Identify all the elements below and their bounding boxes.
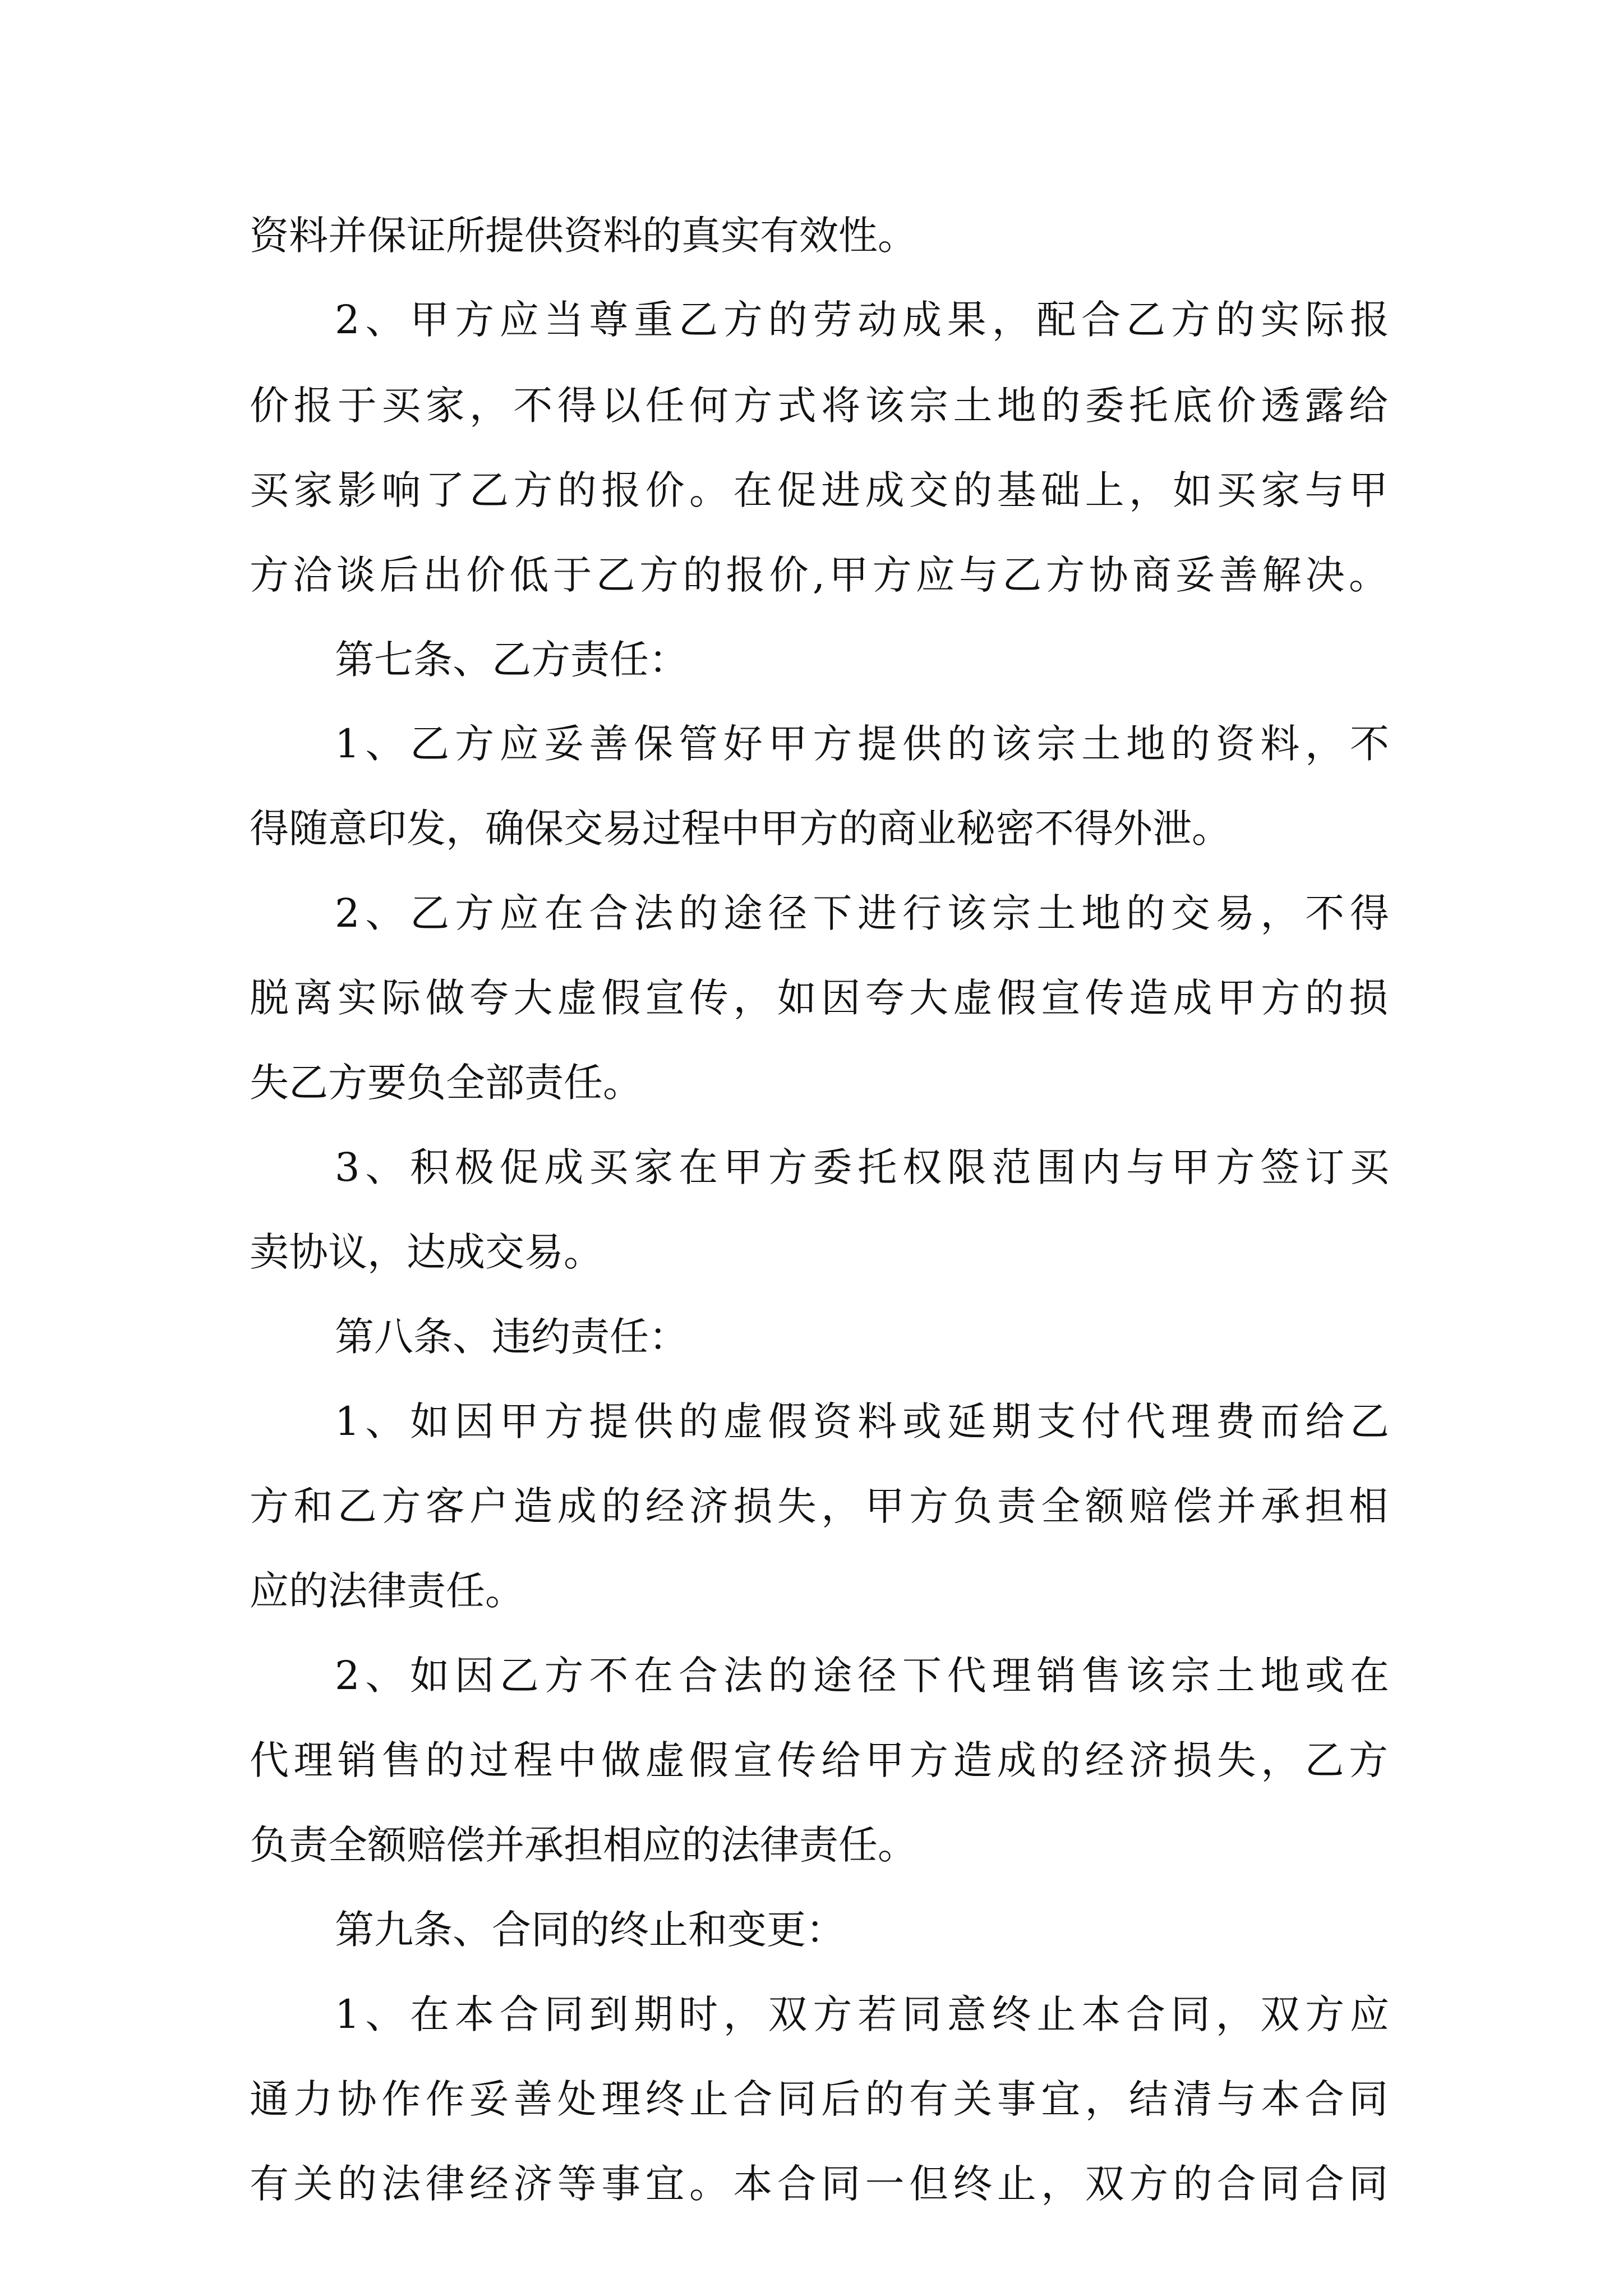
section-heading: 第八条、违约责任： (335, 1314, 688, 1360)
text-line: 有关的法律经济等事宜。本合同一但终止，双方的合同合同 (250, 2161, 1388, 2207)
text-line: 价报于买家，不得以任何方式将该宗土地的委托底价透露给 (250, 383, 1388, 429)
text-line: 2、甲方应当尊重乙方的劳动成果，配合乙方的实际报 (335, 297, 1389, 343)
text-line: 得随意印发，确保交易过程中甲方的商业秘密不得外泄。 (250, 806, 1231, 852)
text-line: 1、如因甲方提供的虚假资料或延期支付代理费而给乙 (335, 1398, 1389, 1444)
text-line: 2、乙方应在合法的途径下进行该宗土地的交易，不得 (335, 890, 1389, 936)
text-line: 脱离实际做夸大虚假宣传，如因夸大虚假宣传造成甲方的损 (250, 975, 1388, 1021)
text-line: 1、乙方应妥善保管好甲方提供的该宗土地的资料，不 (335, 721, 1389, 767)
text-line: 资料并保证所提供资料的真实有效性。 (250, 213, 917, 259)
text-line: 3、积极促成买家在甲方委托权限范围内与甲方签订买 (335, 1144, 1389, 1190)
text-line: 买家影响了乙方的报价。在促进成交的基础上，如买家与甲 (250, 467, 1388, 513)
section-heading: 第九条、合同的终止和变更： (335, 1907, 845, 1953)
text-line: 2、如因乙方不在合法的途径下代理销售该宗土地或在 (335, 1653, 1389, 1699)
text-line: 通力协作作妥善处理终止合同后的有关事宜，结清与本合同 (250, 2076, 1388, 2122)
text-line: 失乙方要负全部责任。 (250, 1060, 642, 1106)
text-line: 1、在本合同到期时，双方若同意终止本合同，双方应 (335, 1991, 1389, 2037)
text-line: 应的法律责任。 (250, 1568, 524, 1614)
text-line: 方洽谈后出价低于乙方的报价,甲方应与乙方协商妥善解决。 (250, 552, 1388, 598)
section-heading: 第七条、乙方责任： (335, 637, 688, 683)
text-line: 代理销售的过程中做虚假宣传给甲方造成的经济损失，乙方 (250, 1737, 1388, 1783)
text-line: 负责全额赔偿并承担相应的法律责任。 (250, 1822, 917, 1868)
text-line: 方和乙方客户造成的经济损失，甲方负责全额赔偿并承担相 (250, 1483, 1388, 1529)
text-line: 卖协议，达成交易。 (250, 1229, 603, 1275)
